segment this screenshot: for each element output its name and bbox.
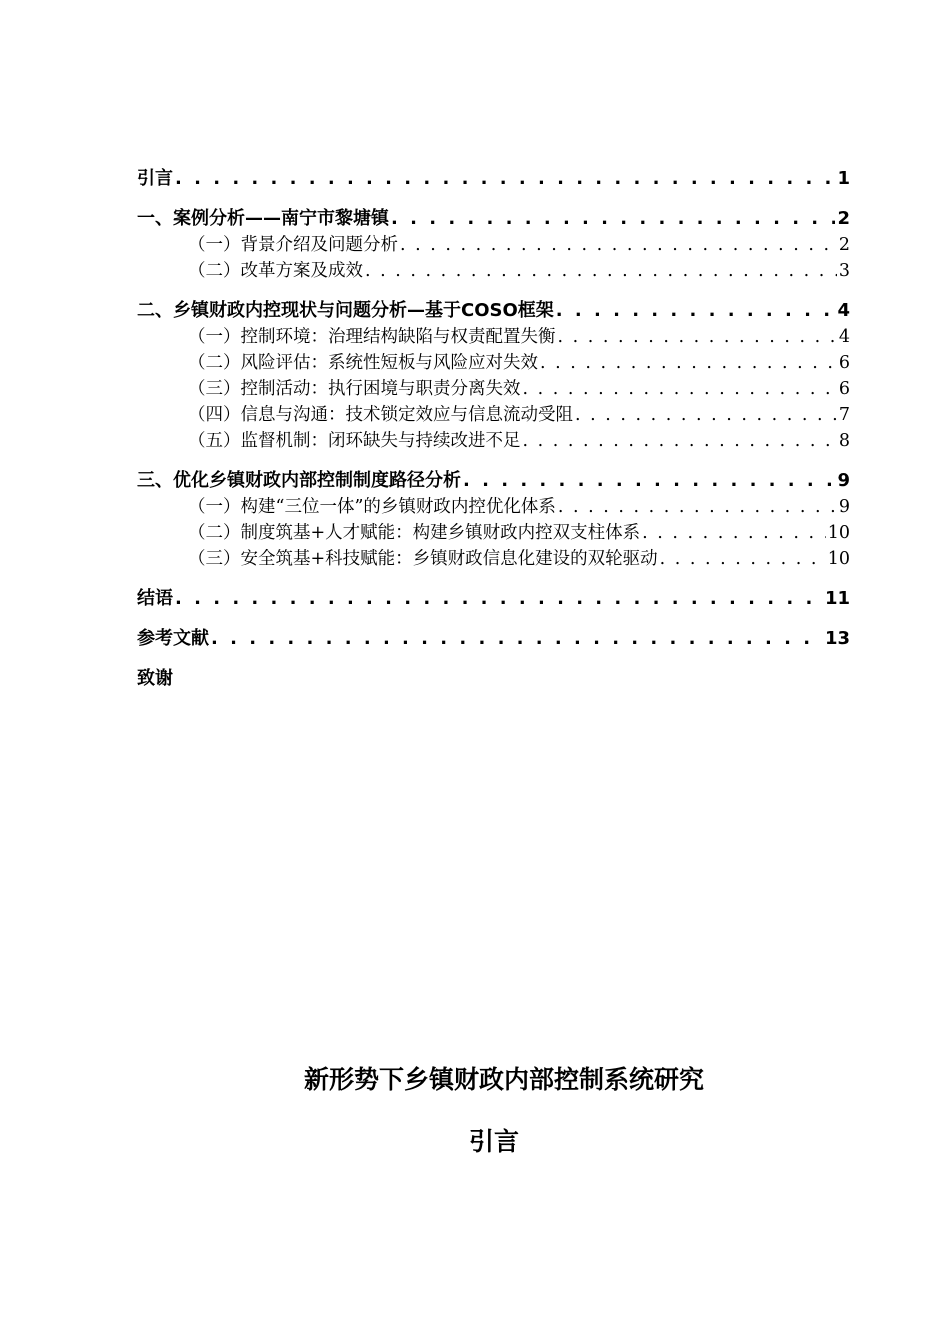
toc-entry-title: 三、优化乡镇财政内部控制制度路径分析 bbox=[137, 470, 461, 491]
toc-entry-section-3-2[interactable] bbox=[137, 520, 850, 546]
toc-dot-leader bbox=[391, 206, 835, 232]
table-of-contents bbox=[137, 166, 850, 692]
toc-entry-title: （三）安全筑基+科技赋能：乡镇财政信息化建设的双轮驱动 bbox=[188, 549, 658, 569]
toc-entry-page: 8 bbox=[838, 431, 850, 451]
toc-entry-page: 3 bbox=[838, 261, 850, 281]
toc-entry-page: 1 bbox=[837, 168, 850, 189]
toc-entry-title: 结语 bbox=[137, 588, 173, 609]
toc-entry-title: （二）改革方案及成效 bbox=[188, 261, 363, 281]
toc-entry-title: 参考文献 bbox=[137, 628, 209, 649]
toc-entry-title: （三）控制活动：执行困境与职责分离失效 bbox=[188, 379, 521, 399]
toc-entry-title: （五）监督机制：闭环缺失与持续改进不足 bbox=[188, 431, 521, 451]
toc-entry-page: 6 bbox=[838, 353, 850, 373]
toc-dot-leader bbox=[175, 166, 835, 192]
toc-entry-references[interactable] bbox=[137, 626, 850, 652]
toc-entry-title: 致谢 bbox=[137, 668, 173, 689]
toc-entry-page: 10 bbox=[827, 523, 850, 543]
toc-entry-title: 二、乡镇财政内控现状与问题分析—基于COSO框架 bbox=[137, 300, 554, 321]
toc-entry-section-1-2[interactable] bbox=[137, 258, 850, 284]
toc-entry-page: 11 bbox=[824, 588, 850, 609]
toc-dot-leader bbox=[642, 520, 826, 546]
toc-entry-acknowledgements[interactable] bbox=[137, 666, 850, 692]
toc-entry-page: 13 bbox=[824, 628, 850, 649]
toc-entry-page: 9 bbox=[837, 470, 850, 491]
toc-entry-title: 一、案例分析——南宁市黎塘镇 bbox=[137, 208, 389, 229]
toc-entry-page: 7 bbox=[838, 405, 850, 425]
toc-dot-leader bbox=[211, 626, 823, 652]
toc-entry-section-3-1[interactable] bbox=[137, 494, 850, 520]
toc-entry-title: （二）风险评估：系统性短板与风险应对失效 bbox=[188, 353, 538, 373]
toc-dot-leader bbox=[540, 350, 837, 376]
toc-entry-page: 6 bbox=[838, 379, 850, 399]
toc-entry-page: 10 bbox=[827, 549, 850, 569]
toc-dot-leader bbox=[400, 232, 837, 258]
toc-entry-chapter-1[interactable] bbox=[137, 206, 850, 232]
toc-entry-title: （一）背景介绍及问题分析 bbox=[188, 235, 398, 255]
toc-dot-leader bbox=[558, 494, 837, 520]
toc-entry-section-2-2[interactable] bbox=[137, 350, 850, 376]
toc-entry-section-2-5[interactable] bbox=[137, 428, 850, 454]
toc-entry-title: （一）构建“三位一体”的乡镇财政内控优化体系 bbox=[188, 497, 556, 517]
toc-entry-chapter-2[interactable] bbox=[137, 298, 850, 324]
document-title: 新形势下乡镇财政内部控制系统研究 bbox=[303, 1065, 704, 1094]
toc-entry-section-2-3[interactable] bbox=[137, 376, 850, 402]
toc-dot-leader bbox=[175, 586, 823, 612]
toc-entry-title: 引言 bbox=[137, 168, 173, 189]
toc-entry-page: 2 bbox=[837, 208, 850, 229]
toc-dot-leader bbox=[463, 468, 835, 494]
toc-entry-title: （二）制度筑基+人才赋能：构建乡镇财政内控双支柱体系 bbox=[188, 523, 641, 543]
toc-dot-leader bbox=[556, 298, 836, 324]
toc-entry-page: 4 bbox=[837, 300, 850, 321]
toc-entry-page: 9 bbox=[838, 497, 850, 517]
toc-entry-conclusion[interactable] bbox=[137, 586, 850, 612]
section-heading-intro: 引言 bbox=[468, 1127, 519, 1156]
toc-entry-page: 2 bbox=[838, 235, 850, 255]
toc-dot-leader bbox=[365, 258, 837, 284]
toc-entry-section-2-4[interactable] bbox=[137, 402, 850, 428]
toc-dot-leader bbox=[558, 324, 837, 350]
toc-entry-chapter-3[interactable] bbox=[137, 468, 850, 494]
toc-entry-title: （一）控制环境：治理结构缺陷与权责配置失衡 bbox=[188, 327, 556, 347]
toc-dot-leader bbox=[523, 428, 837, 454]
toc-dot-leader bbox=[575, 402, 837, 428]
toc-dot-leader bbox=[523, 376, 837, 402]
toc-entry-section-2-1[interactable] bbox=[137, 324, 850, 350]
toc-entry-title: （四）信息与沟通：技术锁定效应与信息流动受阻 bbox=[188, 405, 573, 425]
toc-entry-section-1-1[interactable] bbox=[137, 232, 850, 258]
toc-entry-section-3-3[interactable] bbox=[137, 546, 850, 572]
toc-entry-intro[interactable] bbox=[137, 166, 850, 192]
toc-dot-leader bbox=[660, 546, 826, 572]
toc-entry-page: 4 bbox=[838, 327, 850, 347]
